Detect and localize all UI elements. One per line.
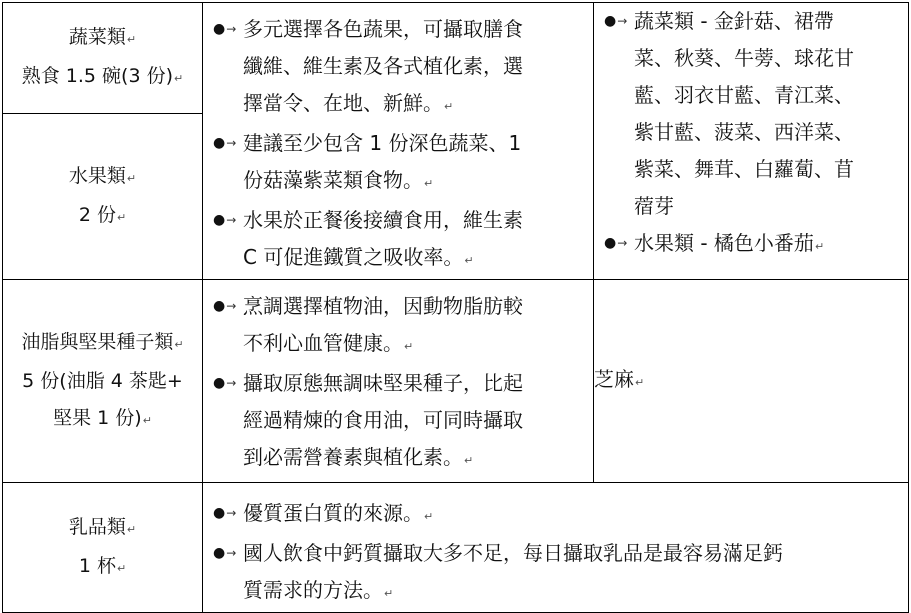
tips-cell-oils-nuts <box>203 280 594 483</box>
food-item: ●→ 蔬菜類 - 金針菇、裙帶 菜、秋葵、牛蒡、球花甘 藍、羽衣甘藍、青江菜、 紫甘藍、菠菜、西洋菜、 紫菜、舞茸、白蘿蔔、苜 蓿芽 <box>604 9 854 218</box>
category-cell-dairy: 乳品類↵ 1 杯↵ <box>3 483 203 613</box>
tips-cell-veg-fruit <box>203 3 594 280</box>
tip-item: ●→ 水果於正餐後接續食用，維生素 C 可促進鐵質之吸收率。↵ <box>213 208 523 269</box>
tip-item: ●→ 多元選擇各色蔬果，可攝取膳食 纖維、維生素及各式植化素，選 擇當令、在地、新鮮。↵ <box>213 17 523 115</box>
food-item: 芝麻 <box>594 367 634 391</box>
tip-item: ●→ 建議至少包含 1 份深色蔬菜、1 份菇藻紫菜類食物。↵ <box>213 131 522 192</box>
category-name: 水果類 <box>68 164 126 187</box>
foods-cell-oils-nuts: 芝麻↵ <box>594 280 909 483</box>
category-name: 油脂與堅果種子類 <box>21 330 174 353</box>
foods-cell-veg-fruit <box>594 3 909 280</box>
tip-item: ●→ 國人飲食中鈣質攝取大多不足，每日攝取乳品是最容易滿足鈣 質需求的方法。↵ <box>213 541 783 602</box>
tip-item: ●→ 烹調選擇植物油，因動物脂肪較 不利心血管健康。↵ <box>213 294 523 355</box>
category-amount: 2 份 <box>78 203 116 226</box>
category-cell-fruit: 水果類↵ 2 份↵ <box>3 114 203 280</box>
nutrition-table <box>2 2 909 613</box>
category-cell-vegetables: 蔬菜類↵ 熟食 1.5 碗(3 份)↵ <box>3 3 203 114</box>
tip-item: ●→ 攝取原態無調味堅果種子，比起 經過精煉的食用油，可同時攝取 到必需營養素與植化素。↵ <box>213 371 523 469</box>
category-amount: 1 杯 <box>78 554 116 577</box>
tip-item: ●→ 優質蛋白質的來源。↵ <box>213 501 434 525</box>
tips-cell-dairy <box>203 483 909 613</box>
category-amount: 5 份(油脂 4 茶匙+ <box>22 369 183 392</box>
food-item: ●→ 水果類 - 橘色小番茄↵ <box>604 231 825 255</box>
category-amount: 熟食 1.5 碗(3 份) <box>21 65 174 88</box>
category-name: 乳品類 <box>68 515 126 538</box>
category-name: 蔬菜類 <box>68 26 126 49</box>
category-cell-oils-nuts: 油脂與堅果種子類↵ 5 份(油脂 4 茶匙+ 堅果 1 份)↵ <box>3 280 203 483</box>
